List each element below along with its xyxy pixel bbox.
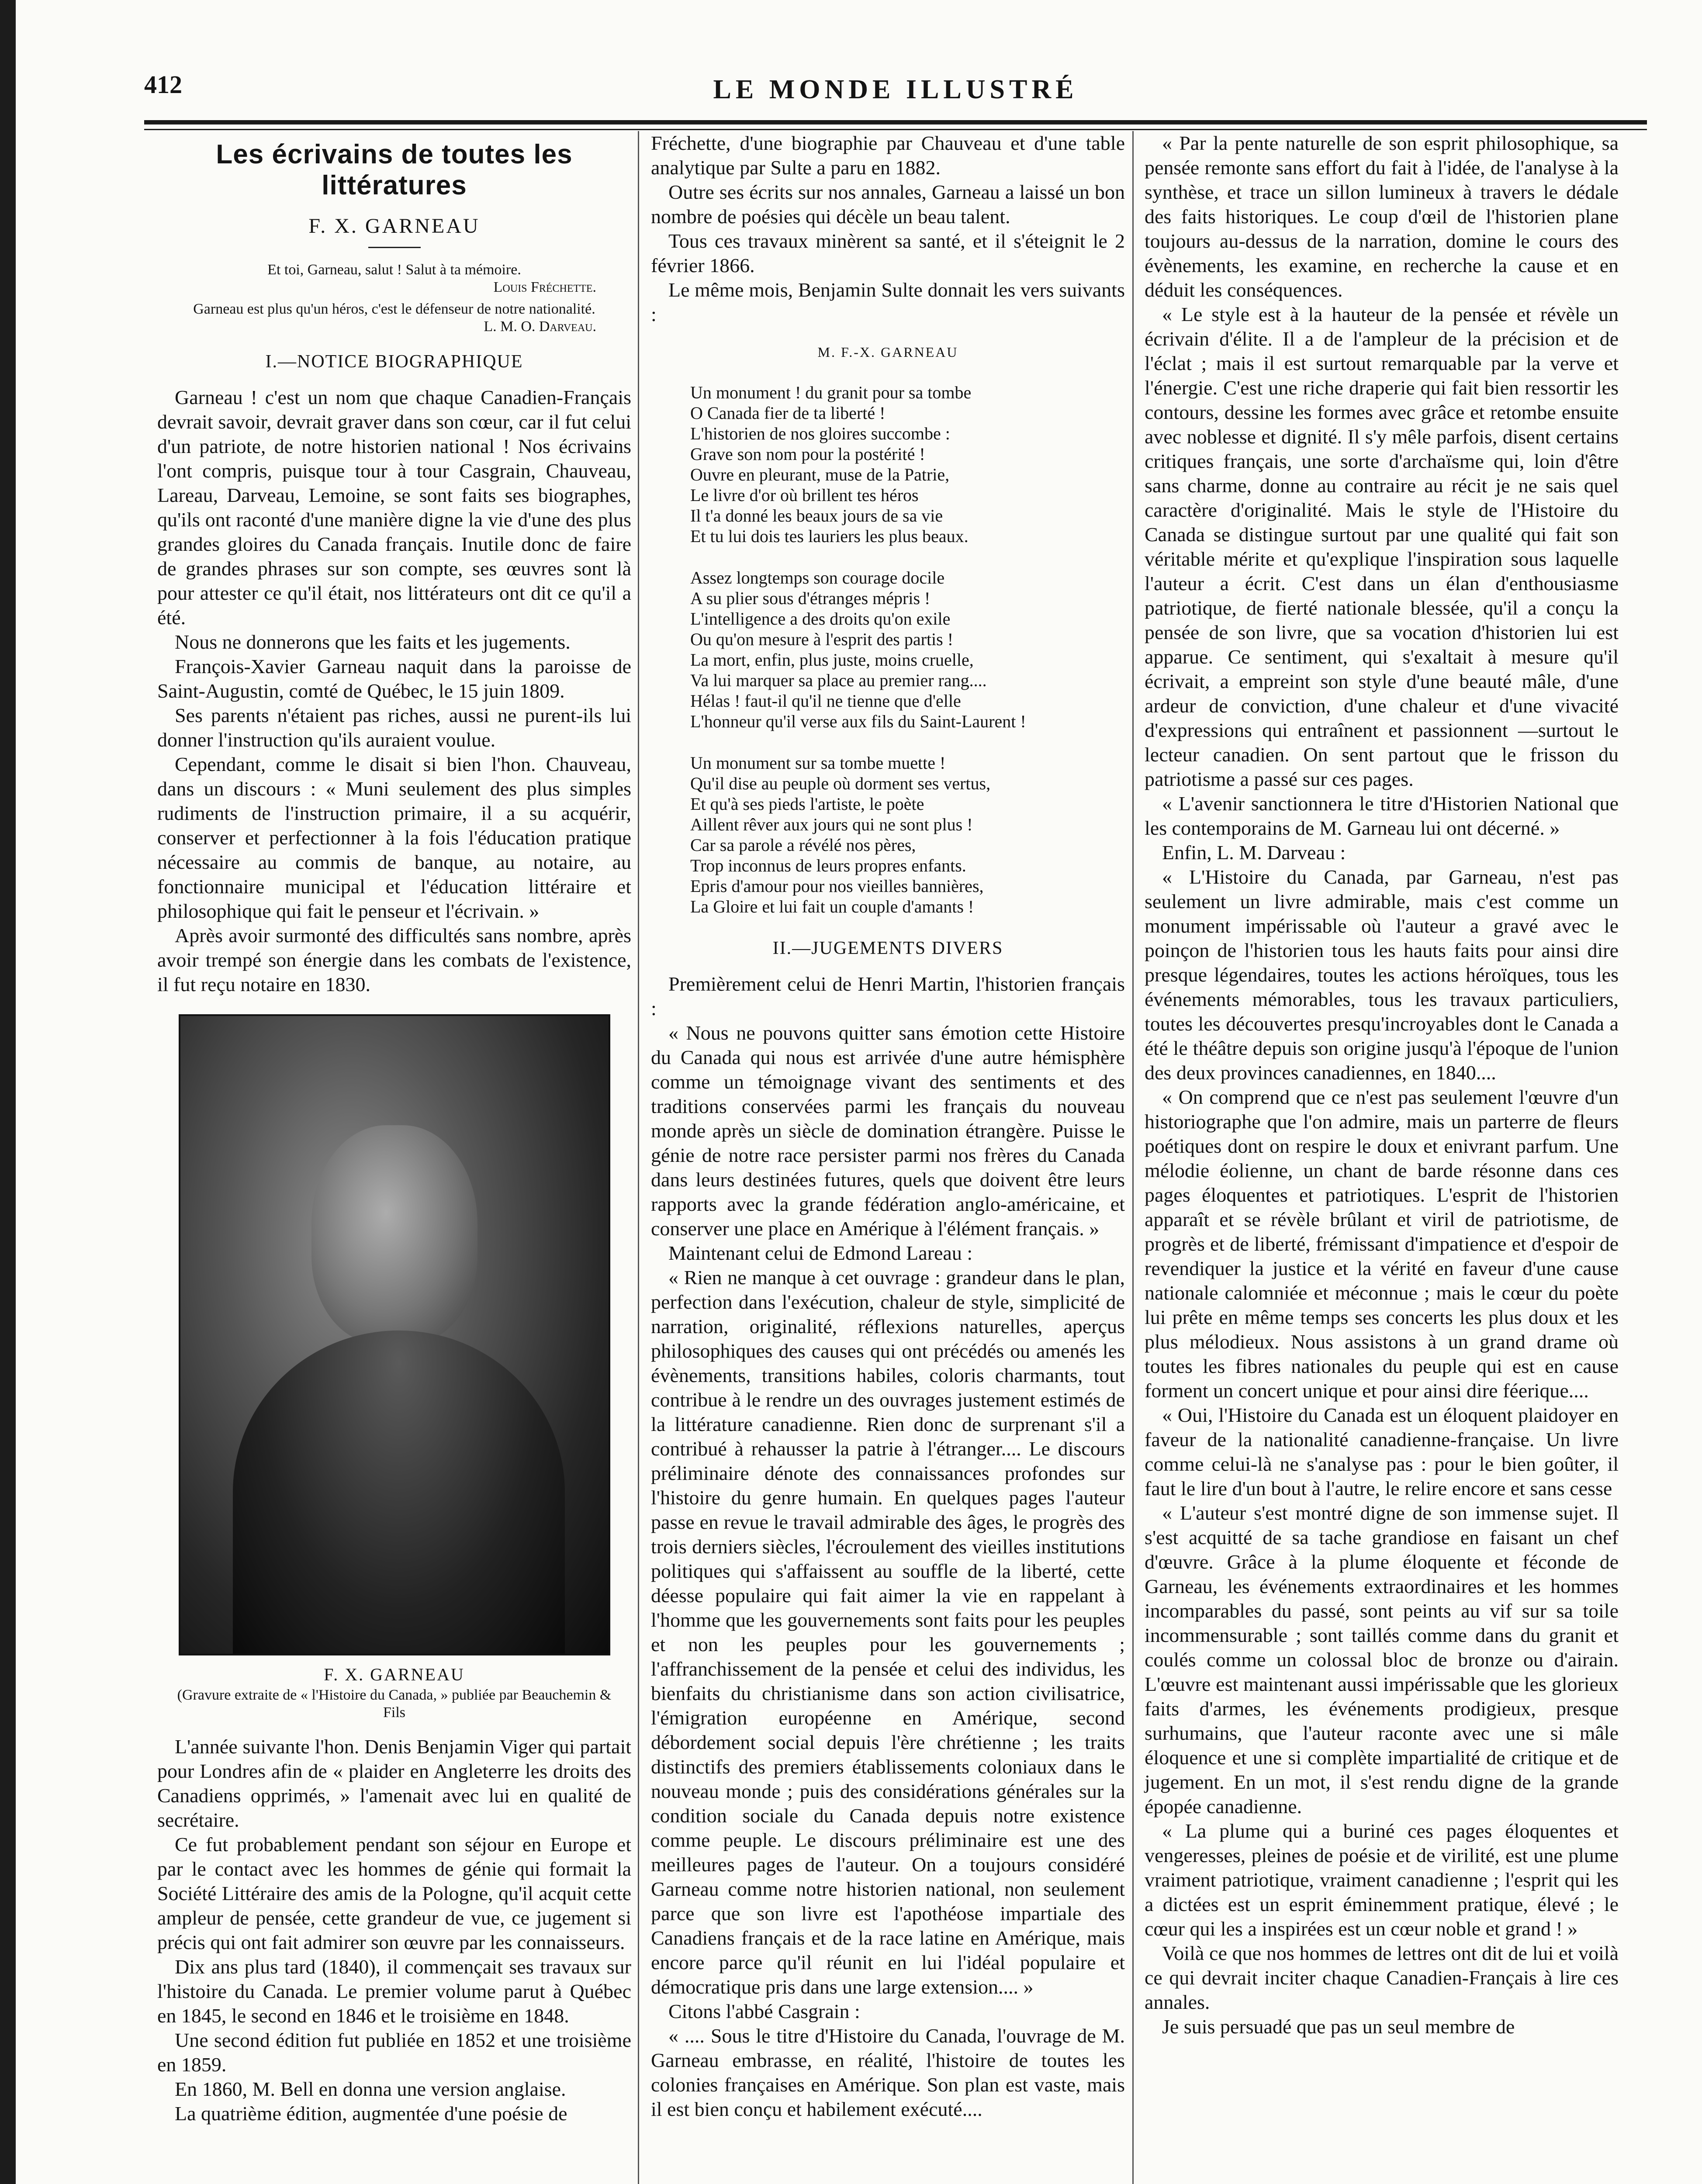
poem-line: Ou qu'on mesure à l'esprit des partis ! xyxy=(690,629,954,649)
paragraph: Je suis persuadé que pas un seul membre de xyxy=(1162,2015,1515,2038)
poem-line: Qu'il dise au peuple où dorment ses vertus, xyxy=(690,774,991,793)
paragraph: Cependant, comme le disait si bien l'hon. Chauveau, dans un discours : « Muni seulement des plus simples rudiments de l'instruction primaire, il a su acquérir, conserver et perfectionner à la fois l'éducation pratique nécessaire au commis de banque, au notaire, au fonctionnaire municipal et l'éducation littéraire et philosophique qui fait le penseur et l'écrivain. » xyxy=(157,753,631,922)
column-divider xyxy=(638,131,639,2184)
section-heading: I.—NOTICE BIOGRAPHIQUE xyxy=(265,352,523,372)
portrait-coat xyxy=(233,1330,565,1654)
poem-stanza xyxy=(690,382,1125,546)
paragraph: Premièrement celui de Henri Martin, l'historien français : xyxy=(651,973,1125,1019)
subject-name: F. X. GARNEAU xyxy=(308,214,480,238)
paragraph: « Rien ne manque à cet ouvrage : grandeur dans le plan, perfection dans l'exécution, chaleur de style, simplicité de narration, originalité, réflexions naturelles, aperçus philosophiques des causes qui ont précédés ou amenés les évènements, transitions habiles, coloris charmants, tout contribue à le rendre un des ouvrages justement estimés de la littérature canadienne. Rien donc de surprenant s'il a contribué à rehausser la patrie à l'étranger.... Le discours préliminaire dénote des connaissances profondes sur l'histoire du genre humain. En quelques pages l'auteur passe en revue le travail admirable des âges, le progrès des trois derniers siècles, l'écroulement des vieilles institutions politiques qui s'affaissent au souffle de la liberté, cette déesse populaire qui fait aimer la vie en rappelant à l'homme que les gouvernements sont faits pour les peuples et non les peuples pour les gouvernements ; l'affranchissement de la pensée et celui des individus, les bienfaits du christianisme dans son action civilisatrice, l'émigration européenne en Amérique, second débordement social depuis l'ère chrétienne ; les traits distinctifs des premiers établissements coloniaux dans le nouveau monde ; puis des considérations générales sur la condition sociale du Canada depuis notre existence comme peuple. Le discours préliminaire est une des meilleures pages de l'auteur. On a toujours considéré Garneau comme notre historien national, non seulement parce que son livre est l'apothéose impartiale des Canadiens français et de la race latine en Amérique, mais encore parce qu'il réunit en lui l'idéal populaire et démocratique pris dans une large extension.... » xyxy=(651,1266,1125,1998)
poem-line: O Canada fier de ta liberté ! xyxy=(690,403,886,423)
paragraph: François-Xavier Garneau naquit dans la paroisse de Saint-Augustin, comté de Québec, le 15 juin 1809. xyxy=(157,655,631,702)
epigraph-line: Et toi, Garneau, salut ! Salut à ta mémoire. xyxy=(267,262,521,278)
poem-line: Grave son nom pour la postérité ! xyxy=(690,444,925,464)
poem-line: La Gloire et lui fait un couple d'amants ! xyxy=(690,897,974,916)
paragraph: « Par la pente naturelle de son esprit philosophique, sa pensée remonte sans effort du fait à l'idée, de l'analyse à la synthèse, et trace un sillon lumineux à travers le dédale des faits historiques. Le coup d'œil de l'historien plane toujours au-dessus de la narration, domine le cours des évènements, les examine, en recherche la cause et en déduit les conséquences. xyxy=(1145,132,1619,301)
poem-line: Le livre d'or où brillent tes héros xyxy=(690,485,919,505)
poem-line: Et qu'à ses pieds l'artiste, le poète xyxy=(690,794,924,814)
divider xyxy=(368,247,421,248)
poem-line: Va lui marquer sa place au premier rang.... xyxy=(690,670,987,690)
poem-line: Ouvre en pleurant, muse de la Patrie, xyxy=(690,465,950,484)
poem-line: La mort, enfin, plus juste, moins cruelle, xyxy=(690,650,974,670)
poem-line: Un monument ! du granit pour sa tombe xyxy=(690,383,972,402)
paragraph: Dix ans plus tard (1840), il commençait ses travaux sur l'histoire du Canada. Le premier volume parut à Québec en 1845, le second en 1846 et le troisième en 1848. xyxy=(157,1956,631,2027)
column-divider xyxy=(1132,131,1134,2184)
poem-line: Et tu lui dois tes lauriers les plus beaux. xyxy=(690,526,969,546)
paragraph: « Le style est à la hauteur de la pensée et révèle un écrivain d'élite. Il a de l'ampleur de la précision et de l'éclat ; mais il est surtout remarquable par la verve et l'énergie. C'est une riche draperie qui fait bien ressortir les contours, dessine les formes avec grâce et retombe ensuite avec noblesse et dignité. Il s'y mêle parfois, disent certains critiques français, une sorte d'archaïsme qui, loin d'être sans charme, donne au contraire au récit je ne sais quel caractère d'originalité. Mais le style de l'Histoire du Canada se distingue surtout par une qualité qui fait son véritable mérite et qu'explique l'inspiration sous laquelle l'auteur a écrit. C'est dans un élan d'enthousiasme patriotique, de fierté nationale blessée, qu'il a conçu la pensée de son livre, que sa vocation d'historien lui est apparue. Ce sentiment, qui s'exaltait à mesure qu'il écrivait, a empreint son style d'une beauté mâle, d'une ardeur de conviction, d'une chaleur et d'une vivacité d'expressions qui entraînent et passionnent —surtout le lecteur canadien. On sent partout que le frisson du patriotisme a passé sur ces pages. xyxy=(1145,303,1619,790)
poem-stanza xyxy=(690,567,1125,732)
paragraph: Le même mois, Benjamin Sulte donnait les vers suivants : xyxy=(651,279,1125,325)
poem-line: A su plier sous d'étranges mépris ! xyxy=(690,588,931,608)
paragraph: Voilà ce que nos hommes de lettres ont dit de lui et voilà ce qui devrait inciter chaque Canadien-Français à lire ces annales. xyxy=(1145,1942,1619,2013)
paragraph: La quatrième édition, augmentée d'une poésie de xyxy=(175,2102,567,2125)
portrait-engraving xyxy=(179,1014,610,1655)
paragraph: Une second édition fut publiée en 1852 et une troisième en 1859. xyxy=(157,2029,631,2076)
paragraph: En 1860, M. Bell en donna une version anglaise. xyxy=(175,2078,566,2100)
poem-line: Trop inconnus de leurs propres enfants. xyxy=(690,856,966,875)
paragraph: « .... Sous le titre d'Histoire du Canada, l'ouvrage de M. Garneau embrasse, en réalité, l'histoire de toutes les colonies françaises en Amérique. Son plan est vaste, mais il est bien conçu et habilement exécuté.... xyxy=(651,2025,1125,2120)
poem-line: L'honneur qu'il verse aux fils du Saint-Laurent ! xyxy=(690,712,1026,731)
paragraph: Tous ces travaux minèrent sa santé, et il s'éteignit le 2 février 1866. xyxy=(651,230,1125,276)
paragraph: Fréchette, d'une biographie par Chauveau et d'une table analytique par Sulte a paru en 1882. xyxy=(651,132,1125,179)
poem-line: Epris d'amour pour nos vieilles bannières, xyxy=(690,876,984,896)
paragraph: Nous ne donnerons que les faits et les jugements. xyxy=(175,631,571,653)
poem-title: M. F.-X. GARNEAU xyxy=(817,344,958,360)
paragraph: « Oui, l'Histoire du Canada est un éloquent plaidoyer en faveur de la nationalité canadienne-française. Un livre comme celui-là ne s'analyse pas : pour le bien goûter, il faut le lire d'un bout à l'autre, le relire encore et sans cesse xyxy=(1145,1404,1619,1500)
poem-line: Un monument sur sa tombe muette ! xyxy=(690,753,946,773)
paragraph: « La plume qui a buriné ces pages éloquentes et vengeresses, pleines de poésie et de virilité, est une plume vraiment patriotique, vraiment canadienne ; l'esprit qui les a dictées est un esprit éminemment pratique, élevé ; le cœur qui les a inspirées est un cœur noble et grand ! » xyxy=(1145,1820,1619,1940)
paragraph: « L'Histoire du Canada, par Garneau, n'est pas seulement un livre admirable, mais c'est comme un monument impérissable où l'auteur a gravé avec le poinçon de l'historien tous les hauts faits pour ainsi dire presque légendaires, toutes les actions héroïques, tous les événements mémorables, tous les travaux particuliers, toutes les découvertes presqu'incroyables dont le Canada a été le théâtre depuis son origine jusqu'à l'époque de l'union des deux provinces canadiennes, en 1840.... xyxy=(1145,866,1619,1084)
figure-caption-text: (Gravure extraite de « l'Histoire du Canada, » publiée par Beauchemin & Fils xyxy=(177,1687,612,1721)
journal-title: LE MONDE ILLUSTRÉ xyxy=(713,75,1078,104)
poem-line: L'intelligence a des droits qu'on exile xyxy=(690,609,951,629)
paragraph: Maintenant celui de Edmond Lareau : xyxy=(668,1242,973,1264)
paragraph: « L'avenir sanctionnera le titre d'Historien National que les contemporains de M. Garneau lui ont décerné. » xyxy=(1145,792,1619,839)
article-title: Les écrivains de toutes les littératures xyxy=(216,139,573,200)
paragraph: « On comprend que ce n'est pas seulement l'œuvre d'un historiographe que l'on admire, mais un parterre de fleurs poétiques dont on respire le doux et enivrant parfum. Une mélodie éolienne, un chant de barde résonne dans ces pages éloquentes et patriotiques. L'esprit de l'historien apparaît et se révèle brûlant et viril de patriotisme, de progrès et de liberté, frémissant d'impatience et d'espoir de revendiquer la justice et la vérité en faveur d'une cause nationale calomniée et méconnue ; mais le cœur du poète lui prête en même temps ses concerts les plus doux et les plus mélodieux. Nous assistons à un grand drame où toutes les fibres nationales du peuple qui est en cause forment un concert unique et pour ainsi dire féerique.... xyxy=(1145,1086,1619,1402)
poem-line: Aillent rêver aux jours qui ne sont plus ! xyxy=(690,815,973,834)
poem-stanza xyxy=(690,753,1125,917)
epigraph-attribution: Louis Fréchette. xyxy=(493,279,596,295)
epigraph-attribution: L. M. O. Darveau. xyxy=(484,318,596,335)
page-header xyxy=(144,66,1647,118)
paragraph: Ce fut probablement pendant son séjour en Europe et par le contact avec les hommes de génie qui formait la Société Littéraire des amis de la Pologne, qu'il acquit cette ampleur de pensée, cette grandeur de vue, ce jugement si précis qui ont fait admirer son œuvre par les connaisseurs. xyxy=(157,1833,631,1953)
paragraph: « L'auteur s'est montré digne de son immense sujet. Il s'est acquitté de sa tache grandiose en faisant un chef d'œuvre. Grâce à la plume éloquente et féconde de Garneau, les événements extraordinaires et les hommes incomparables du passé, sont peints au vif sur sa toile incommensurable ; sont taillés comme dans du granit et coulés comme un colossal bloc de bronze ou d'airain. L'œuvre est maintenant aussi impérissable que les glorieux faits d'armes, les événements prodigieux, presque surhumains, que l'auteur raconte avec une si mâle éloquence et une si complète impartialité de critique et de jugement. En un mot, il s'est rendu digne de la grande épopée canadienne. xyxy=(1145,1502,1619,1818)
page-number: 412 xyxy=(144,70,182,99)
paragraph: Ses parents n'étaient pas riches, aussi ne purent-ils lui donner l'instruction qu'ils auraient voulue. xyxy=(157,704,631,751)
paragraph: Enfin, L. M. Darveau : xyxy=(1162,841,1346,864)
paragraph: Après avoir surmonté des difficultés sans nombre, après avoir trempé son énergie dans les combats de l'existence, il fut reçu notaire en 1830. xyxy=(157,924,631,995)
paragraph: Citons l'abbé Casgrain : xyxy=(668,2000,860,2022)
poem-line: Assez longtemps son courage docile xyxy=(690,568,945,587)
paragraph: « Nous ne pouvons quitter sans émotion cette Histoire du Canada qui nous est arrivée d'une autre hémisphère comme un témoignage vivant des sentiments et des traditions conservées parmi les français du nouveau monde après un siècle de domination étrangère. Puisse le génie de notre race persister parmi nos frères du Canada dans leurs destinées futures, quels que doivent être leurs rapports avec la grande fédération anglo-américaine, et conserver une place en Amérique à l'élément français. » xyxy=(651,1022,1125,1240)
paragraph: Garneau ! c'est un nom que chaque Canadien-Français devrait savoir, devrait graver dans son cœur, car il fut celui d'un patriote, de notre historien national ! Nos écrivains l'ont compris, puisque tour à tour Casgrain, Chauveau, Lareau, Darveau, Lemoine, se sont faits ses biographes, qu'ils ont raconté d'une manière digne la vie d'une des plus grandes gloires du Canada français. Inutile donc de faire de grandes phrases sur son compte, ses œuvres sont là pour attester ce qu'il était, nos littérateurs ont dit ce qu'il a été. xyxy=(157,386,631,629)
column-1 xyxy=(157,131,631,2126)
header-rule xyxy=(144,120,1647,124)
column-3 xyxy=(1145,131,1619,2039)
poem-line: Il t'a donné les beaux jours de sa vie xyxy=(690,506,943,525)
paragraph: L'année suivante l'hon. Denis Benjamin Viger qui partait pour Londres afin de « plaider en Angleterre les droits des Canadiens opprimés, » l'amenait avec lui en qualité de secrétaire. xyxy=(157,1735,631,1831)
poem-line: Car sa parole a révélé nos pères, xyxy=(690,835,916,855)
column-2 xyxy=(651,131,1125,2122)
poem-line: L'historien de nos gloires succombe : xyxy=(690,424,950,443)
portrait-face xyxy=(311,1125,477,1344)
epigraph-line: Garneau est plus qu'un héros, c'est le défenseur de notre nationalité. xyxy=(193,301,595,317)
paragraph: Outre ses écrits sur nos annales, Garneau a laissé un bon nombre de poésies qui décèle un beau talent. xyxy=(651,181,1125,228)
section-heading: II.—JUGEMENTS DIVERS xyxy=(772,938,1003,958)
header-rule-thin xyxy=(144,129,1647,130)
poem-line: Hélas ! faut-il qu'il ne tienne que d'elle xyxy=(690,691,961,711)
scan-edge-left xyxy=(0,0,16,2184)
figure-caption-title: F. X. GARNEAU xyxy=(324,1665,465,1684)
